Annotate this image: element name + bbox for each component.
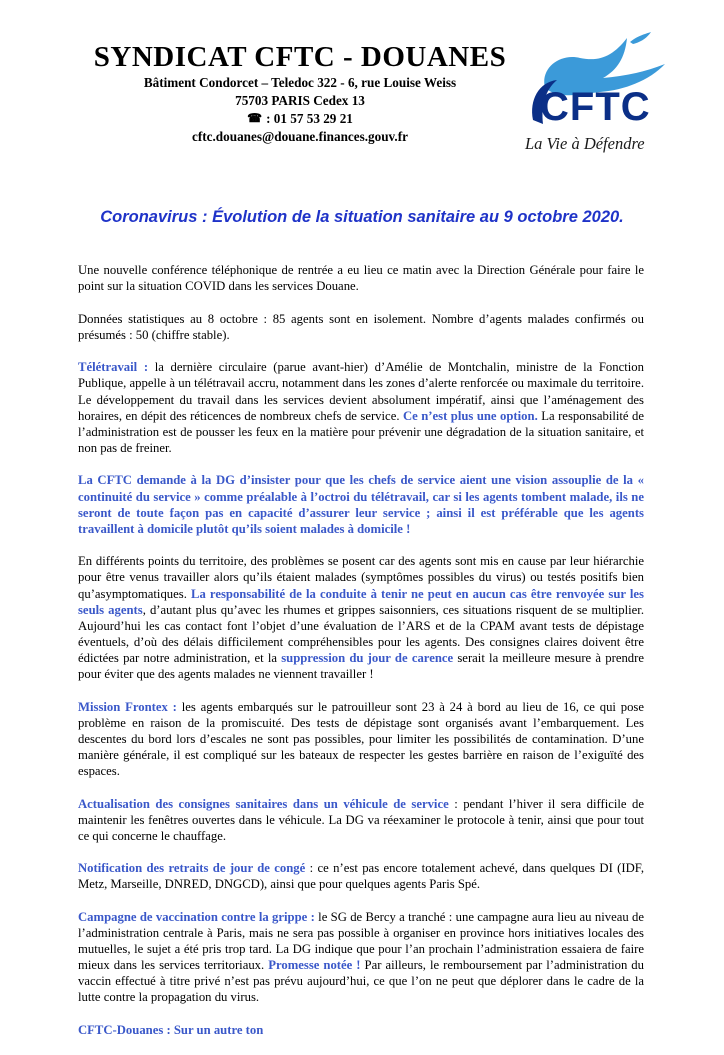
telephone-icon: ☎ [247, 111, 263, 125]
paragraph-text: : ce n’est pas encore totalement achevé, dans quelques DI (IDF, Metz, Marseille, DNRED, DNGCD), ainsi que pour quelques agents Paris Spé. [78, 861, 645, 892]
address-line-1: Bâtiment Condorcet – Teledoc 322 - 6, rue Louise Weiss [143, 75, 457, 90]
section-label-vehicle: Actualisation des consignes sanitaires dans un véhicule de service [78, 796, 449, 811]
paragraph-text: Par ailleurs, le remboursement par l’administration du vaccin effectué à titre privé n’est pas prévu aujourd’hui, ce que l’on ne peut que déplorer dans le cadre de la lutte contre la propagation du virus. [78, 958, 644, 1005]
highlight-text: suppression du jour de carence [281, 650, 454, 665]
paragraph-text: le SG de Bercy a tranché : une campagne aura lieu au niveau de l’administration centrale à Paris, mais ne sera pas possible à organiser en province hors initiatives locales des mutuelles, le sujet a été pris trop tard. La DG indique que pour l’an prochain l’administration essaiera de faire mieux dans les services territoriaux. [78, 910, 644, 973]
section-label-other-tone: CFTC-Douanes : Sur un autre ton [78, 1023, 264, 1038]
highlight-text: La responsabilité de la conduite à tenir ne peut en aucun cas être renvoyée sur les seuls agents [78, 586, 644, 617]
logo-wordmark: CFTC [540, 85, 651, 129]
address-line-2: 75703 PARIS Cedex 13 [235, 92, 365, 108]
section-label-leave: Notification des retraits de jour de congé [78, 861, 306, 876]
paragraph-leave [78, 860, 644, 892]
cftc-logo [505, 28, 690, 163]
logo-tagline: La Vie à Défendre [525, 134, 645, 153]
highlight-text: Promesse notée ! [268, 958, 361, 973]
paragraph-teletravail [78, 359, 644, 456]
document-title: Coronavirus : Évolution de la situation sanitaire au 9 octobre 2020. [100, 208, 624, 226]
paragraph-frontex [78, 699, 644, 779]
paragraph-intro: Une nouvelle conférence téléphonique de rentrée a eu lieu ce matin avec la Direction Générale pour faire le point sur la situation COVID dans les services Douane. [78, 263, 644, 294]
paragraph-text: , d’autant plus qu’avec les rhumes et grippes saisonniers, ces situations risquent de se multiplier. Aujourd’hui les cas contact font l’objet d’une évaluation de l’ARS et de la CPAM avant tests de dépistage éventuels, d’où des délais difficilement compréhensibles pour les agents. Des consignes claires doivent être édictées par notre administration, et la [78, 602, 645, 665]
paragraph-text: La responsabilité de l’administration est de pousser les feux en la matière pour prévenir une dégradation de la situation sanitaire, et non pas de freiner. [78, 408, 644, 455]
organization-name: SYNDICAT CFTC - DOUANES [93, 41, 507, 73]
paragraph-text: les agents embarqués sur le patrouilleur sont 23 à 24 à bord au lieu de 16, ce qui pose problème en raison de la promiscuité. Des tests de dépistage sont organisés avant l’embarquement. Les descentes du bord lors d’escales ne sont pas possibles, pour limiter les possibilités de contamination. D’une manière générale, il est compliqué sur les bateaux de respecter les gestes barrière en raison de l’exiguïté des espaces. [78, 699, 644, 778]
paragraph-text: la dernière circulaire (parue avant-hier) d’Amélie de Montchalin, ministre de la Fonction Publique, appelle à un télétravail accru, notamment dans les zones d’alerte renforcée ou maximale du territoire. Le développement du travail dans les services devient absolument impératif, ainsi que l’aménagement des horaires, en dépit des réticences de nombreux chefs de service. [78, 360, 644, 423]
phone-number: : 01 57 53 29 21 [266, 111, 353, 126]
section-label-teletravail: Télétravail : [78, 360, 149, 375]
paragraph-responsibility [78, 553, 644, 682]
section-label-vaccination: Campagne de vaccination contre la grippe : [78, 910, 315, 924]
letterhead [0, 40, 520, 145]
paragraph-statistics: Données statistiques au 8 octobre : 85 agents sont en isolement. Nombre d’agents malades confirmés ou présumés : 50 (chiffre stable). [78, 311, 644, 342]
paragraph-vehicle [78, 796, 644, 844]
document-body [78, 262, 644, 1055]
email-address[interactable]: cftc.douanes@douane.finances.gouv.fr [192, 128, 408, 144]
section-label-frontex: Mission Frontex : [78, 699, 177, 714]
highlight-text: Ce n’est plus une option. [402, 408, 538, 423]
paragraph-text: serait la meilleure mesure à prendre pour éviter que des agents malades ne viennent travailler ! [78, 650, 644, 681]
paragraph-text: En différents points du territoire, des problèmes se posent car des agents sont mis en cause par leur hiérarchie pour être venus travailler alors qu’ils étaient malades (symptômes possibles du virus) ou testés positifs bien qu’asymptomatiques. [78, 554, 644, 601]
paragraph-text: : pendant l’hiver il sera difficile de maintenir les fenêtres ouvertes dans le véhicule. La DG va réexaminer le protocole à tenir, ainsi que pour tout ce qui concerne le chauffage. [78, 796, 644, 843]
phone-row [80, 109, 520, 128]
paragraph-vaccination [78, 909, 644, 1006]
paragraph-cftc-demand: La CFTC demande à la DG d’insister pour que les chefs de service aient une vision assouplie de la « continuité du service » comme préalable à l’octroi du télétravail, car si les agents tombent malade, ils ne seront de toute façon pas en capacité d’assurer leur service ; ainsi il est préférable que les agents travaillent à domicile plutôt qu’ils soient malades à domicile ! [78, 473, 644, 536]
